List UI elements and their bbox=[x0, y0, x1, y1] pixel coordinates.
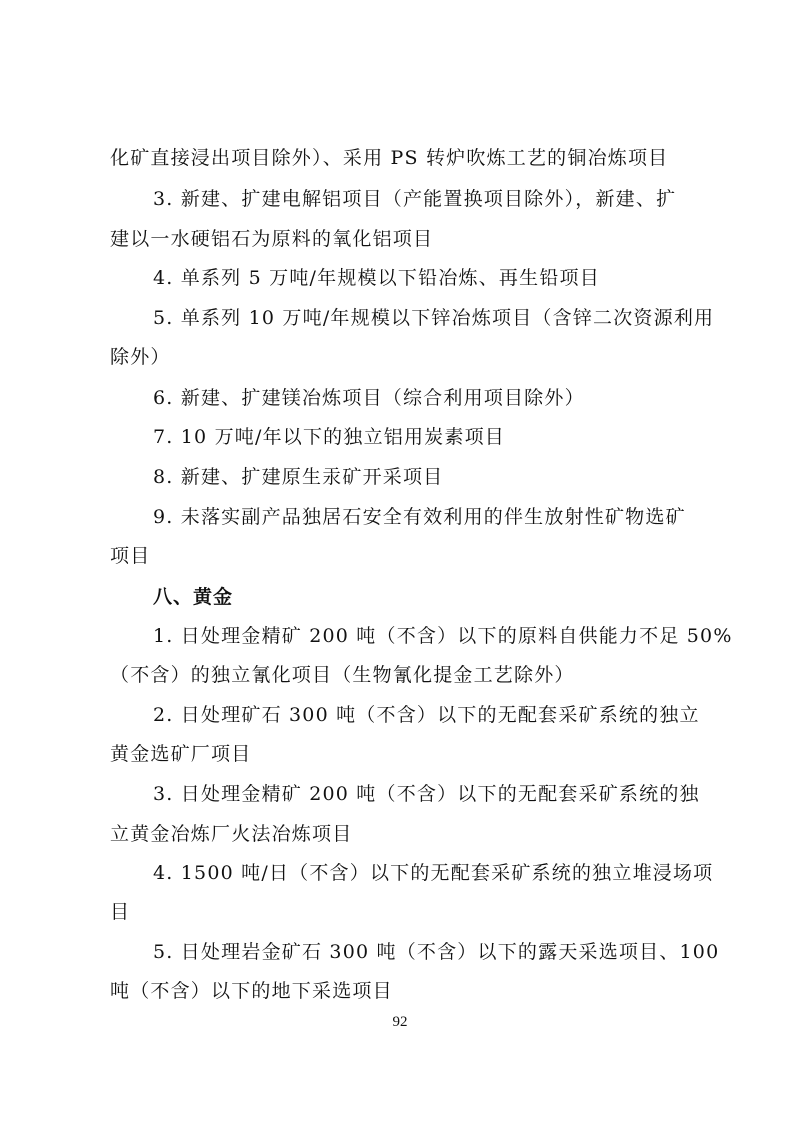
list-item-4: 4. 单系列 5 万吨/年规模以下铅冶炼、再生铅项目 bbox=[153, 267, 600, 289]
list-item-3: 3. 新建、扩建电解铝项目（产能置换项目除外），新建、扩 bbox=[153, 188, 677, 210]
list-item-3: 3. 日处理金精矿 200 吨（不含）以下的无配套采矿系统的独 bbox=[153, 783, 700, 805]
list-item-5: 5. 单系列 10 万吨/年规模以下锌冶炼项目（含锌二次资源利用 bbox=[153, 307, 715, 329]
text-line: 建以一水硬铝石为原料的氧化铝项目 bbox=[110, 228, 434, 250]
list-item-9: 9. 未落实副产品独居石安全有效利用的伴生放射性矿物选矿 bbox=[153, 506, 686, 528]
list-item-2: 2. 日处理矿石 300 吨（不含）以下的无配套采矿系统的独立 bbox=[153, 704, 700, 726]
list-item-6: 6. 新建、扩建镁冶炼项目（综合利用项目除外） bbox=[153, 387, 585, 409]
list-item-7: 7. 10 万吨/年以下的独立铝用炭素项目 bbox=[153, 426, 505, 448]
list-item-4: 4. 1500 吨/日（不含）以下的无配套采矿系统的独立堆浸场项 bbox=[153, 862, 714, 884]
list-item-1: 1. 日处理金精矿 200 吨（不含）以下的原料自供能力不足 50% bbox=[153, 625, 733, 647]
section-heading: 八、黄金 bbox=[153, 586, 234, 608]
text-line: 除外） bbox=[110, 346, 171, 368]
text-line: 吨（不含）以下的地下采选项目 bbox=[110, 980, 393, 1002]
list-item-5: 5. 日处理岩金矿石 300 吨（不含）以下的露天采选项目、100 bbox=[153, 941, 720, 963]
list-item-8: 8. 新建、扩建原生汞矿开采项目 bbox=[153, 466, 444, 488]
text-line: 目 bbox=[110, 901, 131, 923]
text-line: （不含）的独立氰化项目（生物氰化提金工艺除外） bbox=[110, 664, 575, 686]
text-line: 化矿直接浸出项目除外）、采用 PS 转炉吹炼工艺的铜冶炼项目 bbox=[110, 147, 669, 169]
text-line: 立黄金冶炼厂火法冶炼项目 bbox=[110, 823, 353, 845]
page-number: 92 bbox=[392, 1014, 408, 1030]
text-line: 黄金选矿厂项目 bbox=[110, 743, 252, 765]
text-line: 项目 bbox=[110, 545, 151, 567]
